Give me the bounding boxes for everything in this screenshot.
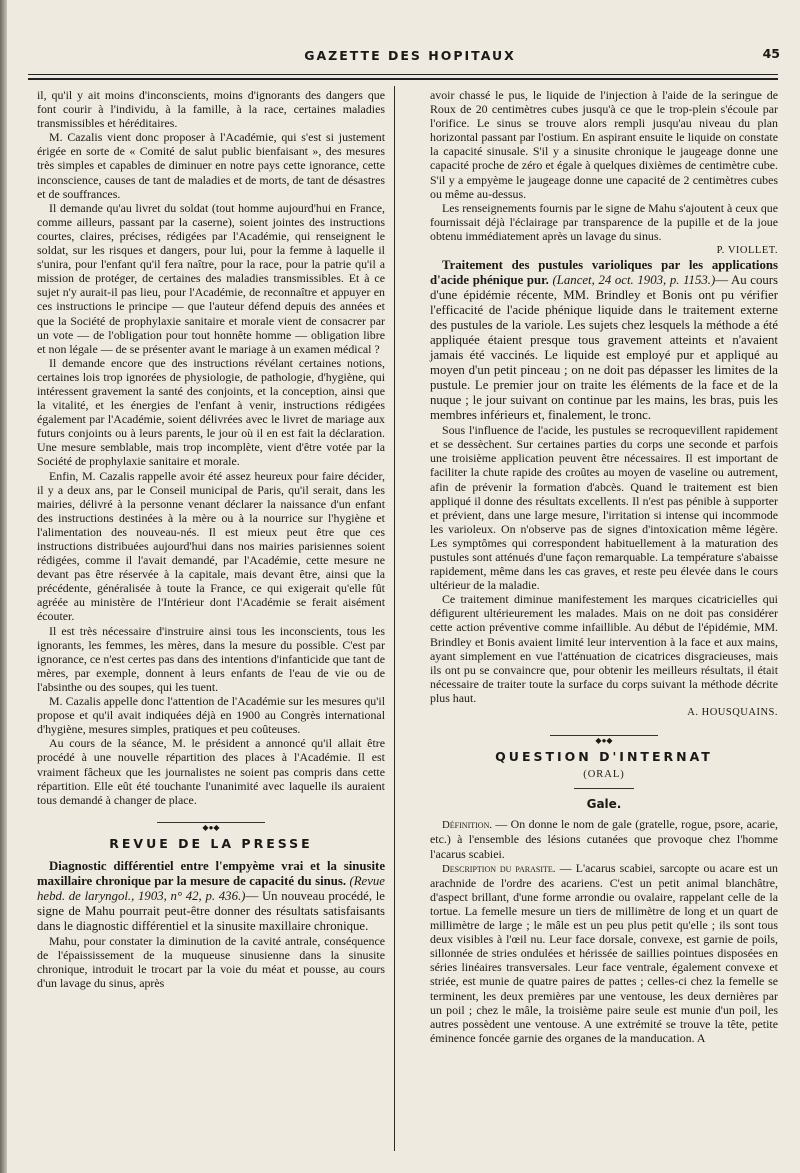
signature: A. HOUSQUAINS.	[687, 707, 778, 718]
short-rule	[574, 788, 634, 789]
page-header	[40, 48, 780, 68]
article-citation: (Revue hebd. de laryngol., 1903, n° 42, p. 436.)	[37, 873, 385, 903]
paragraph: Il est très nécessaire d'instruire ainsi tous les inconscients, tous les ignorants, les femmes, les mères, dans la mesure du possible. C'est par ignorance, ce n'est certes pas dans des intentions d'infanticide que tant de mères, par exemple, donnent à leurs enfants de l'eau de vie ou de l'absinthe ou des soupes, qui les tuent.	[37, 623, 385, 694]
article-title	[37, 859, 385, 934]
section-ornament: ◆●◆	[37, 819, 385, 827]
paragraph	[430, 817, 778, 860]
section-heading: QUESTION D'INTERNAT	[495, 749, 713, 765]
paragraph: M. Cazalis appelle donc l'attention de l'Académie sur les mesures qu'il propose et qu'il avait indiquées déjà en 1900 au Congrès international d'hygiène, mesures simples, pratiques et peu coûteuses.	[37, 694, 385, 737]
description-lead: Description du parasite.	[442, 862, 556, 875]
page-edge-shadow	[0, 0, 7, 1173]
paragraph: il, qu'il y ait moins d'inconscients, moins d'ignorants des dangers que font courir à l'individu, à la famille, à la race, certaines maladies transmissibles et héréditaires.	[37, 88, 385, 131]
definition-text: — On donne le nom de gale (gratelle, rogue, psore, acarie, etc.) à l'ensemble des lésions cutanées que provoque chez l'homme l'acarus scabiei.	[430, 817, 778, 861]
article-text: — Un nouveau procédé, le signe de Mahu pourrait peut-être donner des résultats satisfaisants dans le diagnostic différentiel et la sinusite maxillaire chronique.	[37, 888, 385, 933]
paragraph: Sous l'influence de l'acide, les pustules se recroquevillent rapidement et se dessèchent. Sur certaines parties du corps une seconde et parfois une troisième application peuvent être nécessaires. Il est important de faciliter la chute rapide des croûtes au moyen de vaseline ou autrement, afin de prévenir la formation d'abcès. Quand le traitement est bien appliqué il donne des résultats excellents. Il n'est pas pénible à supporter et prévient, dans une large mesure, l'irritation si intense qui incommode les varioleux. On n'observe pas de signes d'intoxication même légère. Les symptômes qui correspondent habituellement à la maturation des pustules sont atténués d'une façon remarquable. La température s'abaisse rapidement, même dans les cas graves, et reste peu élevée dans le cours ultérieur de la maladie.	[430, 423, 778, 593]
column-divider	[394, 86, 395, 1151]
article-text: — Au cours d'une épidémie récente, MM. Brindley et Bonis ont pu vérifier l'efficacité de l'acide phénique liquide dans le traitement externe des pustules de la variole. Les sujets chez lesquels la méthode a été appliquée étaient presque tous gravement atteints et n'avaient jamais été vaccinés. Le liquide est employé pur et appliqué au moyen d'un petit pinceau ; on ne doit pas dépasser les limites de la pustule. Le premier jour on traite les éléments de la face et de la nuque ; le jour suivant on continue par les mains, les bras, puis les membres inférieurs et, finalement, le tronc.	[430, 273, 778, 423]
article-title-text: Diagnostic différentiel entre l'empyème vrai et la sinusite maxillaire chronique par la mesure de capacité du sinus.	[37, 858, 385, 888]
header-rule-thick	[28, 78, 778, 80]
article-citation: (Lancet, 24 oct. 1903, p. 1153.)	[552, 273, 716, 288]
paragraph: Il demande qu'au livret du soldat (tout homme aujourd'hui en France, comme ailleurs, passant par la caserne), soient jointes des instructions courtes, claires, précises, rédigées par l'Académie, qui renseignent le soldat, sur les risques et dangers, pour lui, pour la femme à laquelle il s'unira, pour l'enfant qu'il fera naître, pour la race, pour la patrie qu'il a mission de protéger, de certaines des maladies transmissibles. Et à ce sujet n'y aurait-il pas lieu, pour l'Académie, de reconnaître et appuyer en ces instructions le principe — que l'auteur défend depuis des années et que la Société de prophylaxie sanitaire et morale vient de consacrer par un vote — de l'obligation pour tout honnête homme — obligation libre et non légale — de se présenter avant le mariage à un examen médical ?	[37, 200, 385, 356]
paragraph	[430, 861, 778, 1045]
article-title	[430, 258, 778, 423]
signature: P. VIOLLET.	[716, 245, 778, 257]
description-text: — L'acarus scabiei, sarcopte ou acare est un arachnide de l'ordre des acariens. C'est un petit animal blanchâtre, d'aspect brillant, d'une forme arrondie ou ovalaire, rappelant celle de la tortue. La femelle mesure un tiers de millimètre de long et un quart de millimètre de large ; le mâle est un peu plus petit qu'elle ; ils sont tous deux visibles à l'œil nu. Leur face dorsale, convexe, est garnie de poils, sillonnée de stries ondulées et hérissée de saillies pointues disposées en séries linéaires transversales. Leur face ventrale, également convexe et striée, est munie de quatre paires de pattes ; celles-ci chez la femelle se terminent, les deux premières par une ventouse, les deux dernières par un poil ; chez le mâle, la troisième paire seule est munie d'un poil, les autres possèdent une ventouse. A une extrémité se trouve la tête, petite éminence foncée garnie des organes de la manducation. A	[430, 860, 778, 1045]
paragraph: Au cours de la séance, M. le président a annoncé qu'il allait être procédé à une nouvelle répartition des places à l'Académie. Il est vraiment fâcheux que les journalistes ne soient pas compris dans cette répartition. Elle eût été touchante l'unanimité avec laquelle ils auraient tous demandé à changer de place.	[37, 736, 385, 807]
definition-lead: Définition.	[442, 819, 493, 832]
paragraph: avoir chassé le pus, le liquide de l'injection à l'aide de la seringue de Roux de 20 centimètres cubes jusqu'à ce que le trop-plein s'écoule par l'orifice. Le sinus se trouve alors rempli jusqu'au niveau du plan horizontal passant par l'ostium. En aspirant ensuite le liquide on constate la capacité sinusale. S'il y a sinusite chronique le jaugeage donne une capacité proche de zéro et égale à quelques dixièmes de centimètre cube. S'il y a empyème le jaugeage donne une capacité de 2 centimètres cubes ou même au-dessus.	[430, 88, 778, 201]
article-title-text: Traitement des pustules varioliques par les applications d'acide phénique pur.	[430, 258, 778, 288]
paragraph: Ce traitement diminue manifestement les marques cicatricielles qui défigurent ultérieurement les malades. Mais on ne doit pas considérer cette action préventive comme infaillible. Au début de l'épidémie, MM. Brindley et Bonis avaient limité leur intervention à la face et aux mains, ayant simplement en vue l'atténuation de cicatrices disgracieuses, mais ils ont pu se convaincre que, pour obtenir les meilleurs résultats, il était nécessaire de traiter toute la surface du corps suivant la méthode décrite plus haut.	[430, 592, 778, 705]
paragraph: Mahu, pour constater la diminution de la cavité antrale, conséquence de l'épaississement de la muqueuse sinusienne dans la sinusite chronique, introduit le trocart par la voie du méat et pousse, au cours d'un lavage du sinus, après	[37, 933, 385, 991]
paragraph: Les renseignements fournis par le signe de Mahu s'ajoutent à ceux que fournissait déjà l'éclairage par transparence de la pupille et de la joue obtenu immédiatement après un lavage du sinus.	[430, 200, 778, 243]
header-rule-thin	[28, 74, 778, 75]
running-title: GAZETTE DES HOPITAUX	[304, 48, 516, 63]
section-heading: REVUE DE LA PRESSE	[109, 835, 313, 851]
left-column	[37, 88, 385, 990]
paragraph: Enfin, M. Cazalis rappelle avoir été assez heureux pour faire décider, il y a deux ans, par le Conseil municipal de Paris, qu'il serait, dans les mairies, délivré à la personne venant déclarer la naissance d'un enfant des instructions destinées à la mère ou à la nourrice sur l'hygiène et l'alimentation des nouveau-nés. Il est mieux peut être que ces instructions distribuées aujourd'hui dans nos mairies parisiennes soient rédigées, comme il l'avait demandé, par l'Académie, cette mesure ne devant pas être réservée à la capitale, mais devant être, ainsi que la précédente, généralisée à toute la France, ce qui exigerait qu'elle fût agréée au ministère de l'Intérieur dont l'Académie se ferait aisément écouter.	[37, 468, 385, 624]
paragraph: Il demande encore que des instructions révélant certaines notions, certaines lois trop ignorées de physiologie, de pathologie, d'hygiène, qui intéressent gravement la santé des conjoints, et la conception, ainsi que la vitalité, et les énergies de l'enfant à venir, instructions rédigées également par l'Académie, soient délivrées avec le livret de mariage aux futurs conjoints ou à leurs parents, le jour où il en est fait la déclaration. Une mesure semblable, mais trop incomplète, vient d'être votée par la Société de prophylaxie sanitaire et morale.	[37, 355, 385, 469]
right-column	[430, 88, 778, 1045]
page-number: 45	[762, 46, 780, 61]
section-ornament: ◆●◆	[430, 732, 778, 740]
topic-heading: Gale.	[586, 797, 622, 812]
section-subheading: (ORAL)	[583, 769, 625, 781]
paragraph: M. Cazalis vient donc proposer à l'Académie, qui s'est si justement érigée en sorte de « Comité de salut public bienfaisant », des mesures très simples et capables de diminuer en notre pays cette ignorance, cette inconscience, causes de tant de maladies et de morts, de tant de désastres et de souffrances.	[37, 130, 385, 201]
